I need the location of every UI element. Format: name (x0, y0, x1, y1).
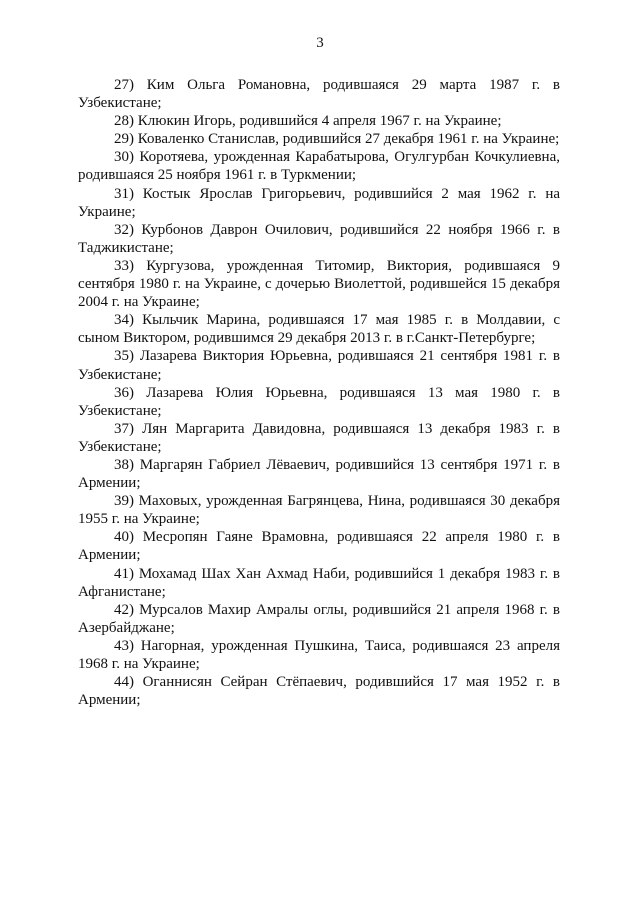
list-item: 36) Лазарева Юлия Юрьевна, родившаяся 13 мая 1980 г. в Узбекистане; (78, 384, 560, 419)
page-number: 3 (316, 35, 324, 51)
list-item: 27) Ким Ольга Романовна, родившаяся 29 марта 1987 г. в Узбекистане; (78, 77, 560, 112)
list-item: 37) Лян Маргарита Давидовна, родившаяся 13 декабря 1983 г. в Узбекистане; (78, 420, 560, 455)
list-item: 44) Оганнисян Сейран Стёпаевич, родившийся 17 мая 1952 г. в Армении; (78, 674, 560, 709)
list-item: 32) Курбонов Даврон Очилович, родившийся 22 ноября 1966 г. в Таджикистане; (78, 221, 560, 256)
list-item: 29) Коваленко Станислав, родившийся 27 декабря 1961 г. на Украине; (114, 131, 560, 148)
list-item: 39) Маховых, урожденная Багрянцева, Нина, родившаяся 30 декабря 1955 г. на Украине; (78, 493, 560, 528)
list-item: 42) Мурсалов Махир Амралы оглы, родившийся 21 апреля 1968 г. в Азербайджане; (78, 601, 560, 636)
list-item: 41) Мохамад Шах Хан Ахмад Наби, родившийся 1 декабря 1983 г. в Афганистане; (78, 565, 560, 600)
list-item: 40) Месропян Гаяне Врамовна, родившаяся 22 апреля 1980 г. в Армении; (78, 529, 560, 564)
list-item: 30) Коротяева, урожденная Карабатырова, Огулгурбан Кочкулиевна, родившаяся 25 ноября 1961 г. в Туркмении; (78, 149, 560, 184)
list-item: 31) Костык Ярослав Григорьевич, родившийся 2 мая 1962 г. на Украине; (78, 185, 560, 220)
list-item: 43) Нагорная, урожденная Пушкина, Таиса, родившаяся 23 апреля 1968 г. на Украине; (78, 637, 560, 672)
list-item: 38) Маргарян Габриел Лёваевич, родившийся 13 сентября 1971 г. в Армении; (78, 456, 560, 492)
list-item: 33) Кургузова, урожденная Титомир, Виктория, родившаяся 9 сентября 1980 г. на Украине, с дочерью Виолеттой, родившейся 15 декабря 2004 г. на Украине; (78, 257, 560, 311)
list-item: 34) Кыльчик Марина, родившаяся 17 мая 1985 г. в Молдавии, с сыном Виктором, родившимся 29 декабря 2013 г. в г.Санкт-Петербурге; (78, 312, 560, 347)
entry-list (78, 76, 560, 709)
list-item: 35) Лазарева Виктория Юрьевна, родившаяся 21 сентября 1981 г. в Узбекистане; (78, 348, 560, 383)
list-item: 28) Клюкин Игорь, родившийся 4 апреля 1967 г. на Украине; (114, 113, 502, 130)
